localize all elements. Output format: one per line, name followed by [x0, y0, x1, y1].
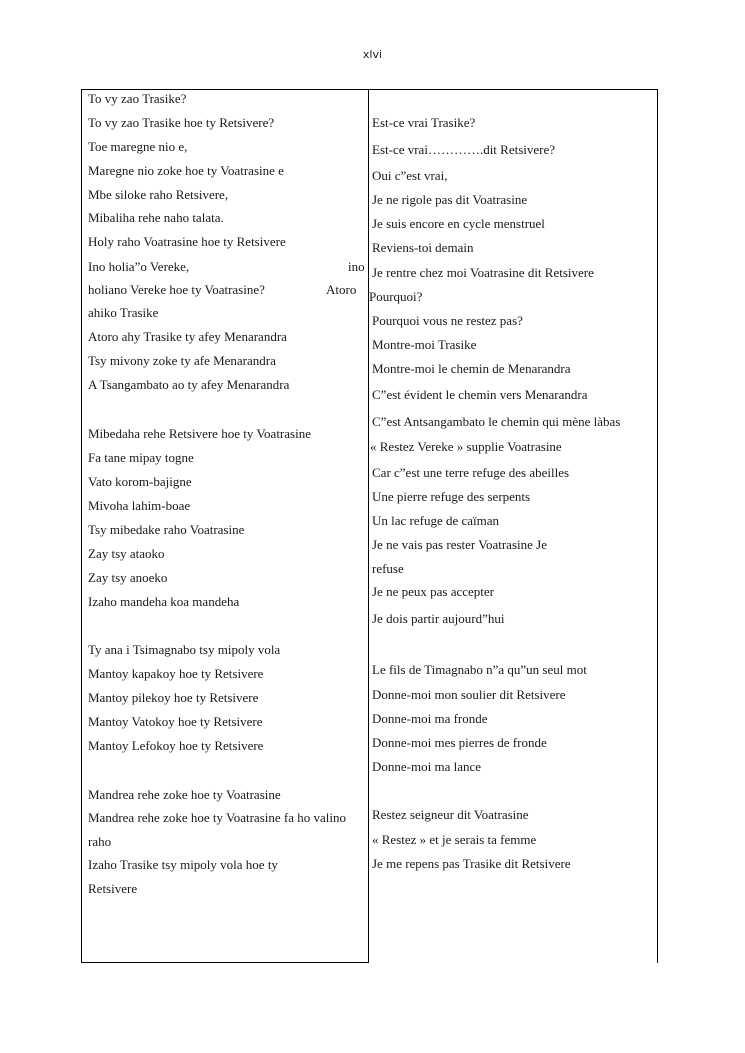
left-line: Atoro ahy Trasike ty afey Menarandra: [88, 329, 287, 344]
left-line: Izaho mandeha koa mandeha: [88, 594, 240, 609]
page-number: xlvi: [362, 48, 383, 61]
left-line: Fa tane mipay togne: [88, 450, 194, 465]
right-line: Est-ce vrai………….dit Retsivere?: [372, 142, 556, 157]
left-line: Mantoy Vatokoy hoe ty Retsivere: [88, 714, 263, 729]
right-line: Donne-moi mes pierres de fronde: [372, 735, 547, 750]
right-line: Pourquoi vous ne restez pas?: [372, 313, 523, 328]
right-line: Car c”est une terre refuge des abeilles: [372, 465, 570, 480]
left-line: Vato korom-bajigne: [88, 474, 192, 489]
left-line: Atoro: [326, 282, 357, 297]
right-line: Est-ce vrai Trasike?: [372, 115, 476, 130]
left-line: Tsy mivony zoke ty afe Menarandra: [88, 353, 276, 368]
left-line: Retsivere: [88, 881, 138, 896]
left-line: A Tsangambato ao ty afey Menarandra: [88, 377, 290, 392]
right-line: Montre-moi Trasike: [372, 337, 477, 352]
left-line: Ino holia”o Vereke,: [88, 259, 190, 274]
left-line: Tsy mibedake raho Voatrasine: [88, 522, 245, 537]
right-line: Oui c”est vrai,: [372, 168, 448, 183]
left-line: ahiko Trasike: [88, 305, 159, 320]
left-line: ino: [348, 259, 365, 274]
left-line: Mantoy Lefokoy hoe ty Retsivere: [88, 738, 264, 753]
right-line: refuse: [372, 561, 404, 576]
right-line: Un lac refuge de caïman: [372, 513, 500, 528]
left-line: Mandrea rehe zoke hoe ty Voatrasine: [88, 787, 281, 802]
right-line: Donne-moi mon soulier dit Retsivere: [372, 687, 566, 702]
right-line: Pourquoi?: [369, 289, 423, 304]
right-line: Je ne peux pas accepter: [372, 584, 494, 599]
left-line: To vy zao Trasike?: [88, 91, 187, 106]
right-line: C”est Antsangambato le chemin qui mène làbas: [372, 414, 621, 429]
right-line: Restez seigneur dit Voatrasine: [372, 807, 529, 822]
right-line: Donne-moi ma fronde: [372, 711, 488, 726]
right-line: « Restez » et je serais ta femme: [372, 832, 537, 847]
left-line: Mbe siloke raho Retsivere,: [88, 187, 229, 202]
left-line: Holy raho Voatrasine hoe ty Retsivere: [88, 234, 286, 249]
left-line: Mantoy kapakoy hoe ty Retsivere: [88, 666, 264, 681]
left-line: Zay tsy ataoko: [88, 546, 165, 561]
left-line: Mivoha lahim-boae: [88, 498, 191, 513]
right-line: Je dois partir aujourd”hui: [372, 611, 505, 626]
left-line: Mandrea rehe zoke hoe ty Voatrasine fa ho valino: [88, 810, 346, 825]
left-line: Toe maregne nio e,: [88, 139, 188, 154]
left-line: holiano Vereke hoe ty Voatrasine?: [88, 282, 265, 297]
right-line: Reviens-toi demain: [372, 240, 474, 255]
left-line: Mibedaha rehe Retsivere hoe ty Voatrasine: [88, 426, 311, 441]
left-line: Maregne nio zoke hoe ty Voatrasine e: [88, 163, 284, 178]
left-line: To vy zao Trasike hoe ty Retsivere?: [88, 115, 275, 130]
right-line: Je rentre chez moi Voatrasine dit Retsivere: [372, 265, 594, 280]
right-line: Je ne vais pas rester Voatrasine Je: [372, 537, 547, 552]
left-line: Zay tsy anoeko: [88, 570, 168, 585]
left-line: Ty ana i Tsimagnabo tsy mipoly vola: [88, 642, 281, 657]
right-line: Une pierre refuge des serpents: [372, 489, 531, 504]
left-line: raho: [88, 834, 112, 849]
right-line: Donne-moi ma lance: [372, 759, 482, 774]
left-line: Mibaliha rehe naho talata.: [88, 210, 224, 225]
left-line: Mantoy pilekoy hoe ty Retsivere: [88, 690, 259, 705]
right-line: Montre-moi le chemin de Menarandra: [372, 361, 571, 376]
right-line: Je me repens pas Trasike dit Retsivere: [372, 856, 571, 871]
left-line: Izaho Trasike tsy mipoly vola hoe ty: [88, 857, 278, 872]
right-line: Le fils de Timagnabo n”a qu”un seul mot: [372, 662, 587, 677]
right-line: « Restez Vereke » supplie Voatrasine: [370, 439, 562, 454]
right-line: Je suis encore en cycle menstruel: [372, 216, 545, 231]
right-line: Je ne rigole pas dit Voatrasine: [372, 192, 528, 207]
right-line: C”est évident le chemin vers Menarandra: [372, 387, 588, 402]
